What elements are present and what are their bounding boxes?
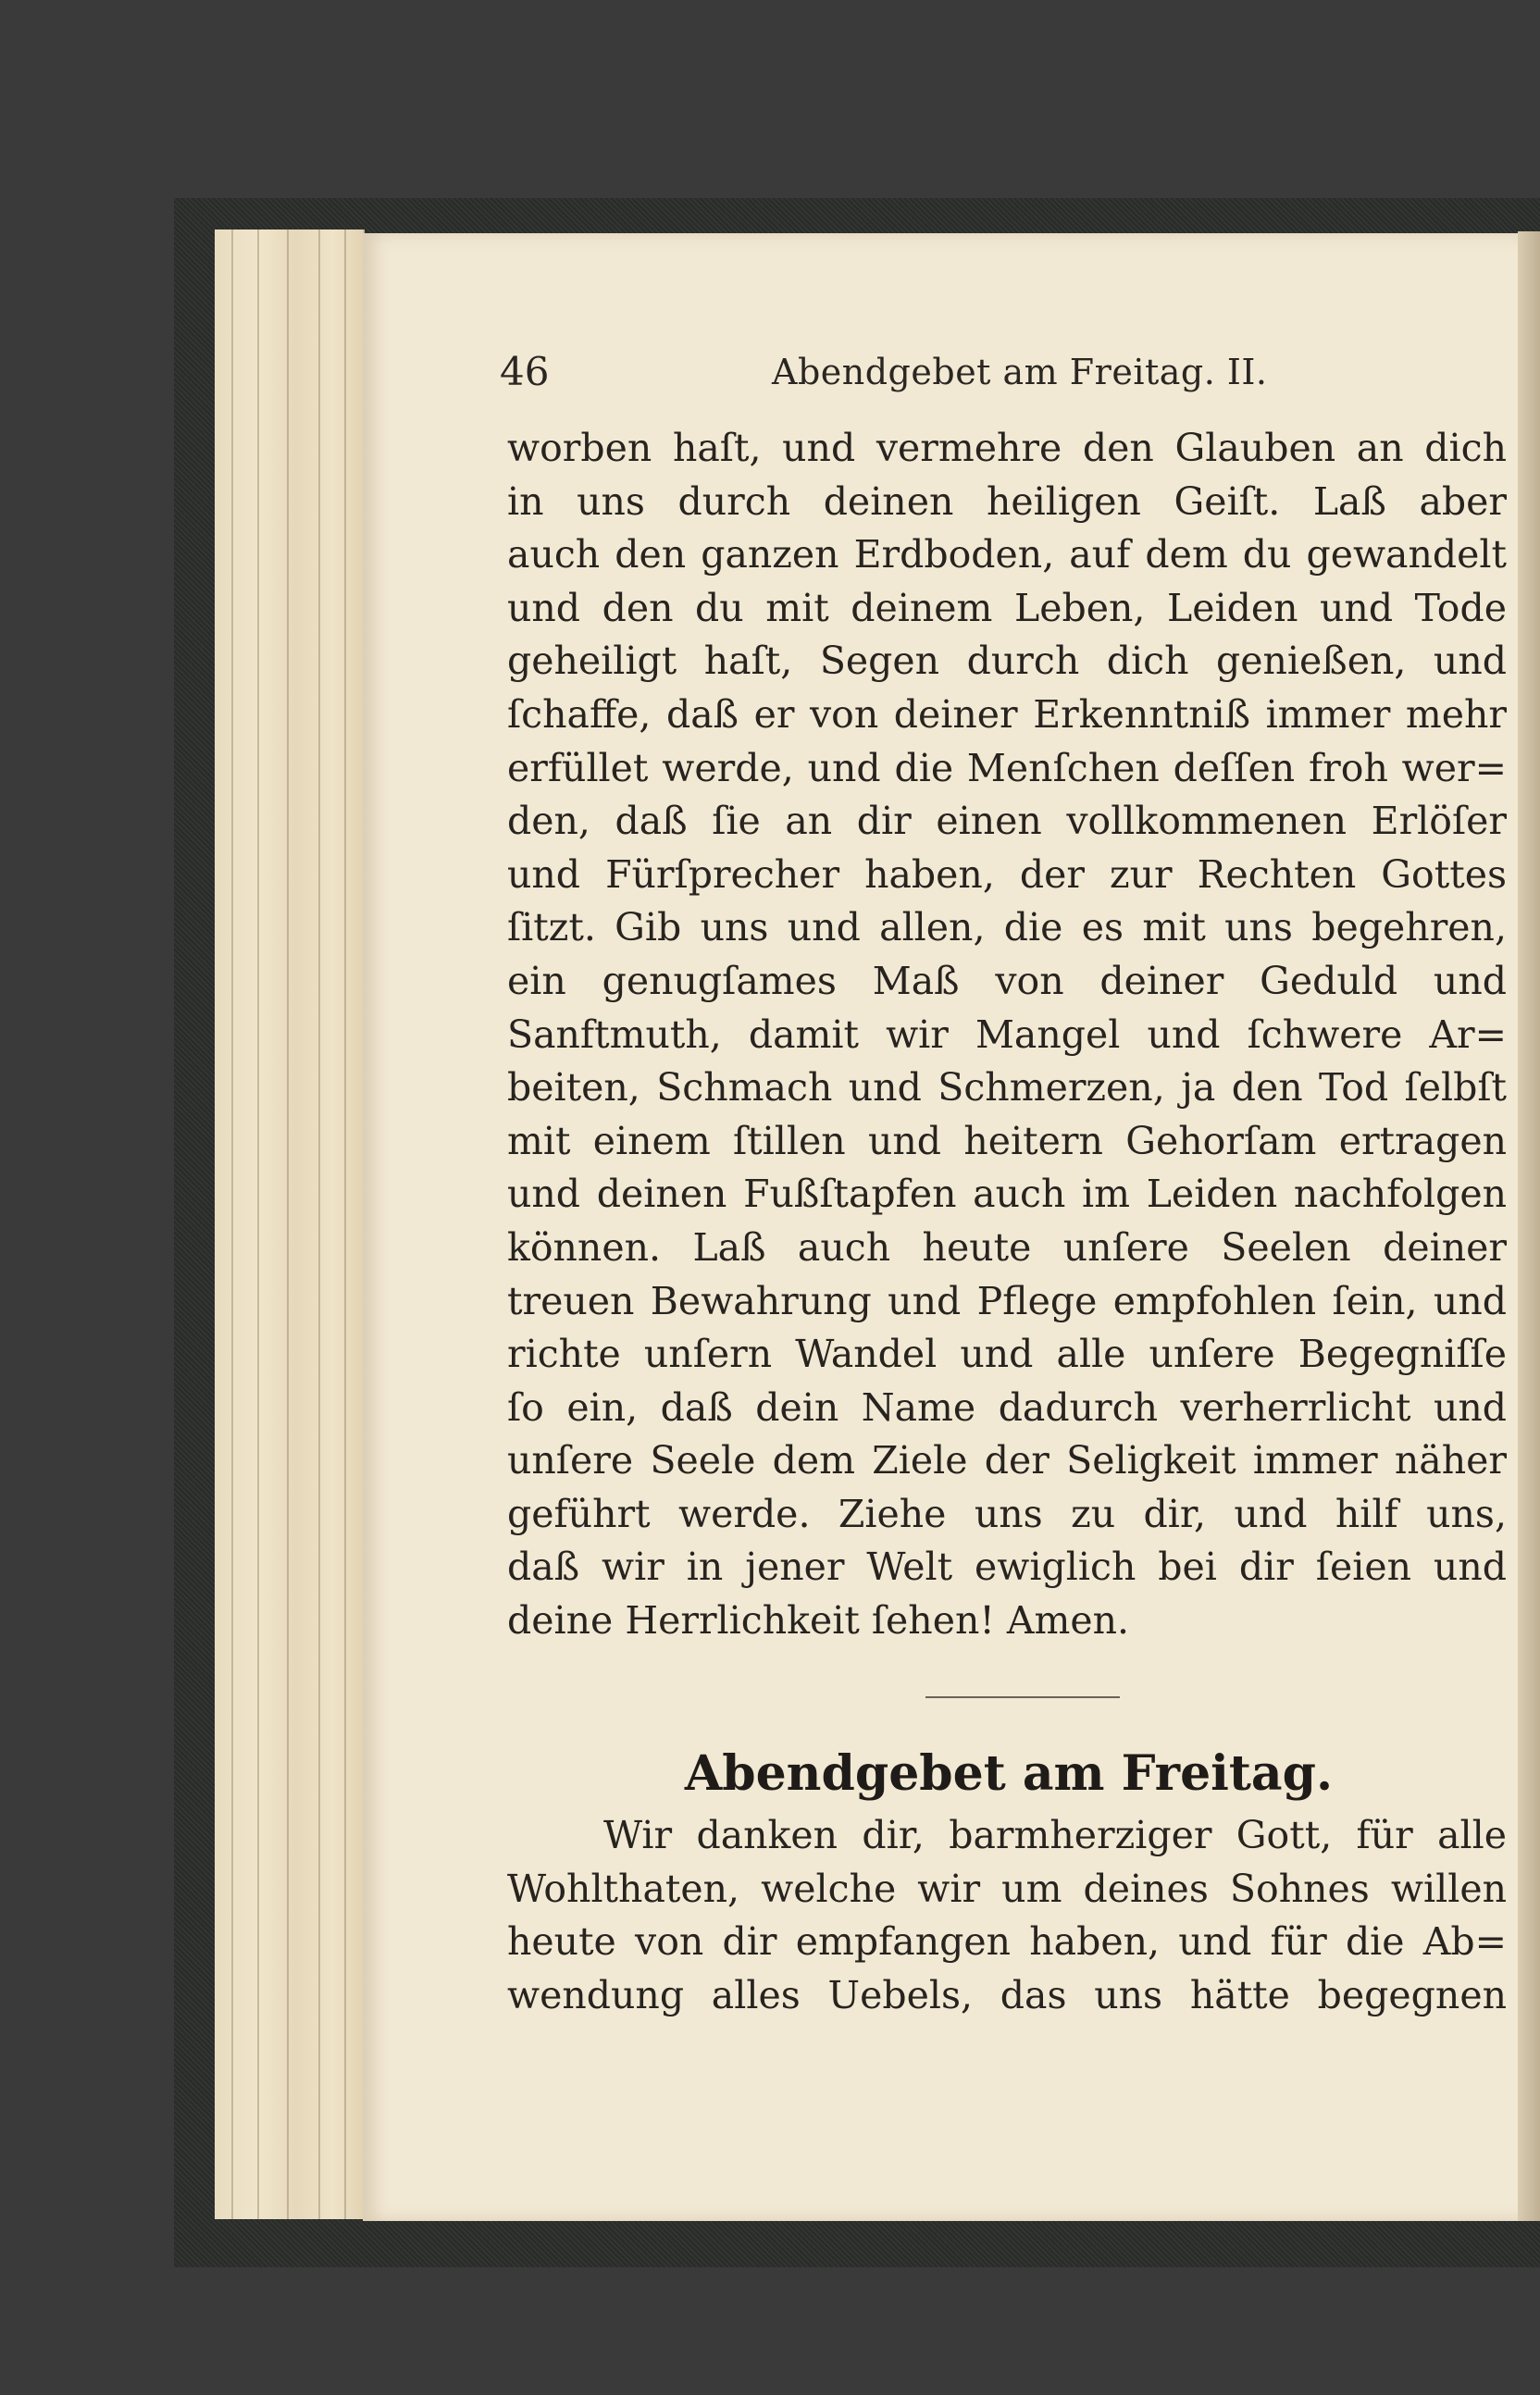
running-head-title: Abendgebet am Freitag. II. — [772, 352, 1268, 392]
section-divider — [925, 1696, 1120, 1698]
text-line: unſere Seele dem Ziele der Seligkeit immer näher — [507, 1438, 1507, 1483]
text-line: richte unſern Wandel und alle unſere Begegniſſe — [507, 1332, 1507, 1377]
text-line: Wohlthaten, welche wir um deines Sohnes willen — [507, 1866, 1507, 1911]
text-line: und Fürſprecher haben, der zur Rechten Gottes — [507, 851, 1507, 897]
page-stack-edges — [215, 230, 365, 2219]
text-line: Wir danken dir, barmherziger Gott, für alle — [603, 1813, 1507, 1857]
page-right-edge — [1518, 231, 1540, 2221]
text-line: auch den ganzen Erdboden, auf dem du gewandelt — [507, 532, 1507, 577]
text-line: geführt werde. Ziehe uns zu dir, und hilf uns, — [507, 1491, 1507, 1536]
text-line: können. Laß auch heute unſere Seelen deiner — [507, 1224, 1507, 1270]
text-line: daß wir in jener Welt ewiglich bei dir ſeien und — [507, 1545, 1507, 1590]
text-line: beiten, Schmach und Schmerzen, ja den Tod ſelbſt — [507, 1065, 1507, 1111]
text-line: worben haſt, und vermehre den Glauben an dich — [507, 426, 1507, 470]
running-head — [500, 344, 1518, 400]
text-line: ſitzt. Gib uns und allen, die es mit uns begehren, — [507, 905, 1507, 950]
text-line: mit einem ſtillen und heitern Gehorſam ertragen — [507, 1118, 1507, 1163]
text-line-last: deine Herrlichkeit ſehen! Amen. — [507, 1598, 1130, 1644]
text-line: treuen Bewahrung und Pflege empfohlen ſein, und — [507, 1278, 1507, 1323]
text-line: ſo ein, daß dein Name dadurch verherrlicht und — [507, 1384, 1507, 1430]
text-line: den, daß ſie an dir einen vollkommenen Erlöſer — [507, 799, 1507, 844]
text-line: ein genugſames Maß von deiner Geduld und — [507, 958, 1507, 1003]
body-text — [507, 422, 1507, 1648]
text-line: geheiligt haſt, Segen durch dich genießen, und — [507, 639, 1507, 684]
text-line: Sanftmuth, damit wir Mangel und ſchwere Ar= — [507, 1011, 1507, 1057]
section-text — [507, 1809, 1507, 2022]
page-number: 46 — [500, 349, 550, 394]
text-line: heute von dir empfangen haben, und für die Ab= — [507, 1919, 1507, 1965]
text-line: und den du mit deinem Leben, Leiden und Tode — [507, 585, 1507, 630]
text-line: ſchaffe, daß er von deiner Erkenntniß immer mehr — [507, 691, 1507, 737]
section-heading: Abendgebet am Freitag. — [684, 1745, 1334, 1802]
text-line: und deinen Fußſtapfen auch im Leiden nachfolgen — [507, 1172, 1507, 1217]
text-line: wendung alles Uebels, das uns hätte begegnen — [507, 1972, 1507, 2017]
text-line: in uns durch deinen heiligen Geiſt. Laß aber — [507, 478, 1507, 524]
text-line: erfüllet werde, und die Menſchen deſſen froh wer= — [507, 745, 1507, 790]
